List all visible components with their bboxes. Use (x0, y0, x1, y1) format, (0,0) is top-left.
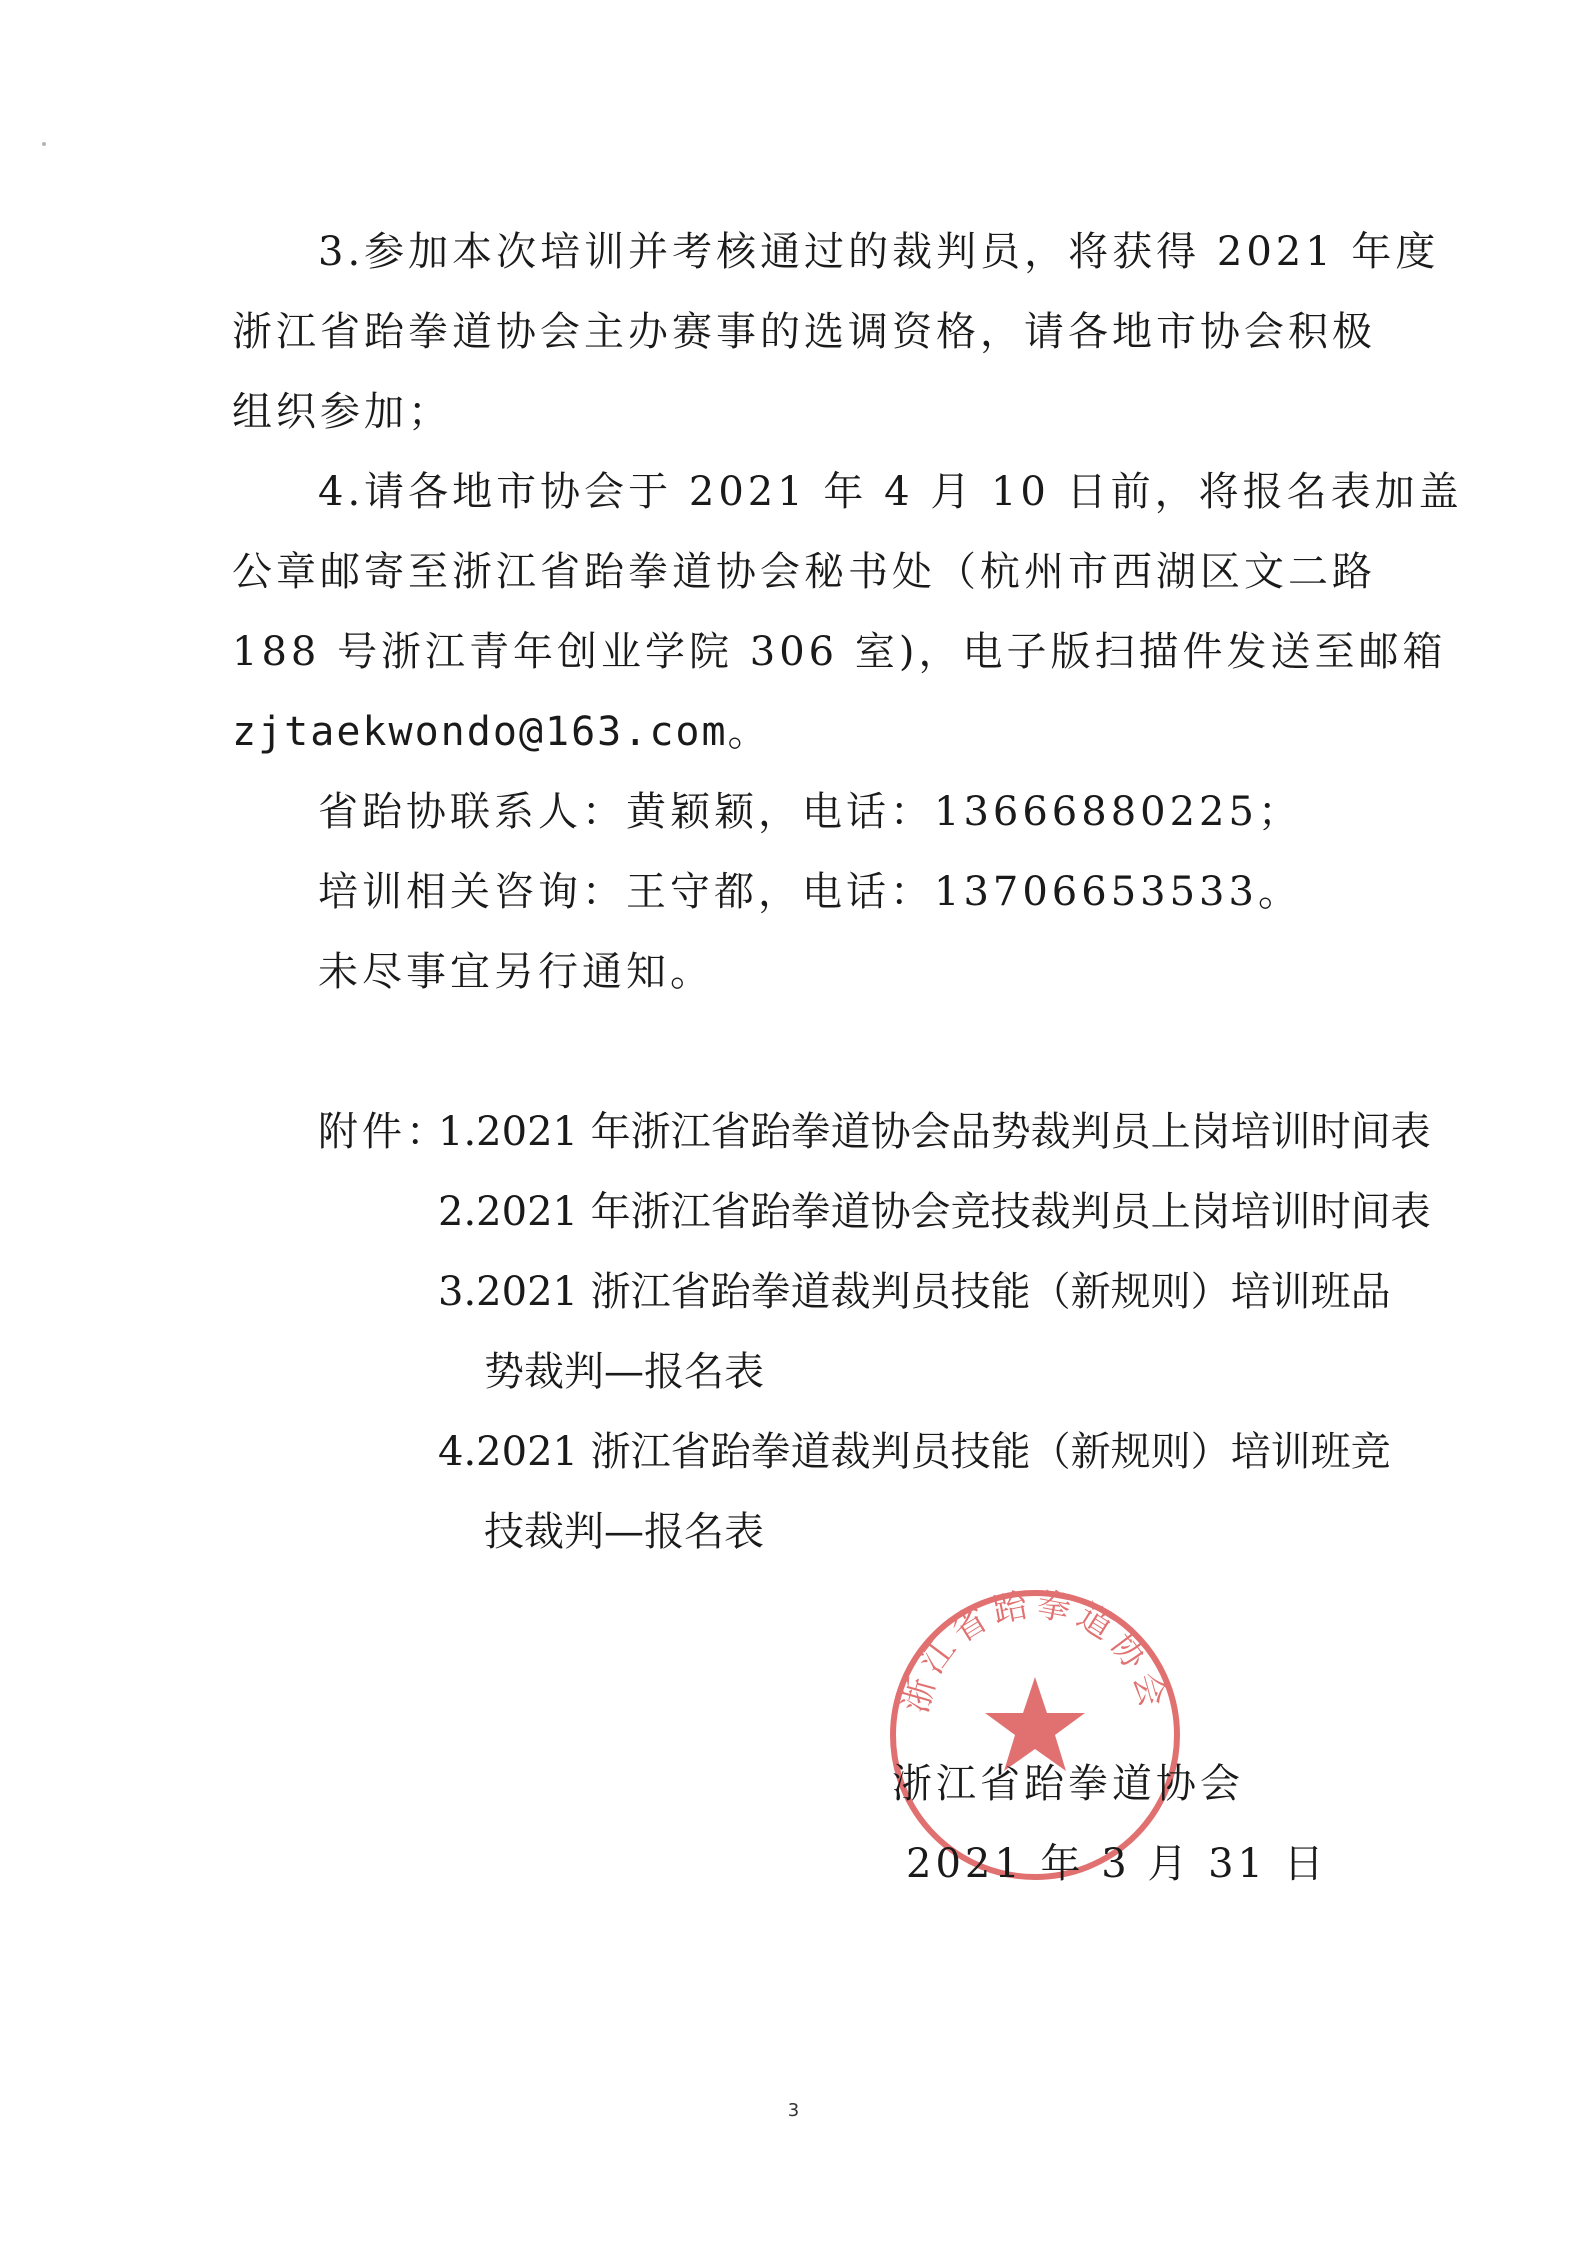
attachment-item-3-cont: 势裁判—报名表 (484, 1349, 764, 1395)
body-line-2: 浙江省跆拳道协会主办赛事的选调资格，请各地市协会积极 (232, 309, 1376, 355)
body-line-4: 4.请各地市协会于 2021 年 4 月 10 日前，将报名表加盖 (318, 469, 1463, 515)
seal-star-icon (985, 1677, 1085, 1771)
scan-speck (42, 142, 46, 146)
attachment-item-2: 2.2021 年浙江省跆拳道协会竞技裁判员上岗培训时间表 (438, 1189, 1431, 1235)
body-line-6: 188 号浙江青年创业学院 306 室)，电子版扫描件发送至邮箱 (232, 629, 1447, 675)
attachment-item-3: 3.2021 浙江省跆拳道裁判员技能（新规则）培训班品 (438, 1269, 1391, 1315)
closing-line: 未尽事宜另行通知。 (318, 949, 714, 995)
signature-organization: 浙江省跆拳道协会 (892, 1761, 1244, 1807)
svg-text:浙江省跆拳道协会: 浙江省跆拳道协会 (895, 1585, 1175, 1718)
page-number: 3 (787, 2100, 800, 2121)
attachment-item-1: 1.2021 年浙江省跆拳道协会品势裁判员上岗培训时间表 (438, 1109, 1431, 1155)
attachment-item-4: 4.2021 浙江省跆拳道裁判员技能（新规则）培训班竞 (438, 1429, 1391, 1475)
contact-line-1: 省跆协联系人：黄颖颖，电话：13666880225； (318, 789, 1302, 835)
body-line-5: 公章邮寄至浙江省跆拳道协会秘书处（杭州市西湖区文二路 (232, 549, 1376, 595)
body-line-3: 组织参加； (232, 389, 452, 435)
contact-line-2: 培训相关咨询：王守都，电话：13706653533。 (318, 869, 1302, 915)
attachment-item-4-cont: 技裁判—报名表 (484, 1509, 764, 1555)
attachments-label: 附件： (318, 1109, 450, 1155)
email-line: zjtaekwondo@163.com。 (232, 709, 770, 755)
signature-date: 2021 年 3 月 31 日 (906, 1841, 1328, 1887)
body-line-1: 3.参加本次培训并考核通过的裁判员，将获得 2021 年度 (318, 229, 1440, 275)
